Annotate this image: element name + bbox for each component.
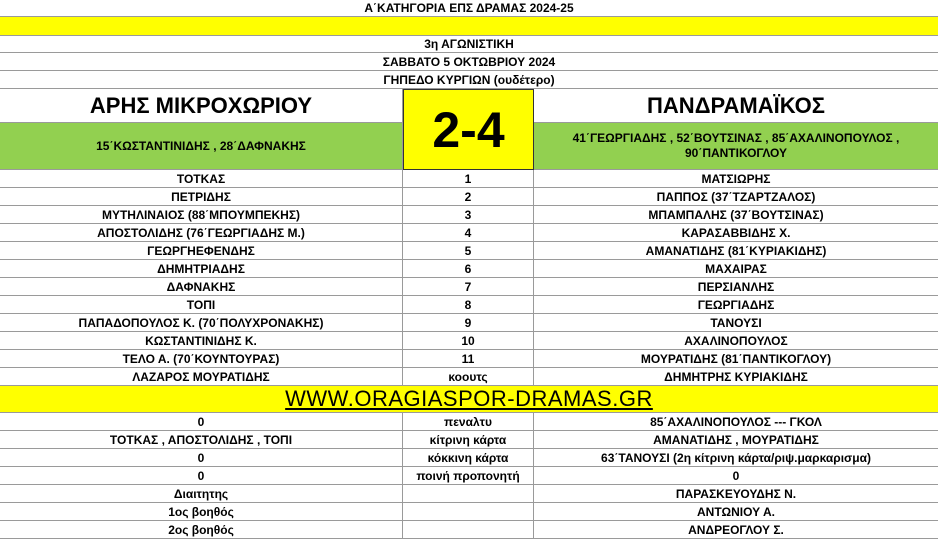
away-stat: ΑΜΑΝΑΤΙΔΗΣ , ΜΟΥΡΑΤΙΔΗΣ [653, 432, 819, 447]
shirt-number: 10 [403, 332, 534, 349]
stat-row [0, 467, 938, 485]
lineup-row [0, 332, 938, 350]
official-spacer [403, 521, 534, 538]
yellow-separator [0, 17, 938, 36]
official-row [0, 521, 938, 539]
website-row [0, 386, 938, 413]
competition-title: Α΄ΚΑΤΗΓΟΡΙΑ ΕΠΣ ΔΡΑΜΑΣ 2024-25 [364, 1, 574, 15]
home-player: ΤΟΤΚΑΣ [0, 170, 403, 187]
home-player: ΔΗΜΗΤΡΙΑΔΗΣ [0, 260, 403, 277]
official-role: 1ος βοηθός [0, 503, 403, 520]
home-player: ΚΩΣΤΑΝΤΙΝΙΔΗΣ Κ. [0, 332, 403, 349]
lineup-row [0, 206, 938, 224]
stat-label: ποινή προπονητή [403, 467, 534, 484]
official-name: ΑΝΔΡΕΟΓΛΟΥ Σ. [688, 522, 784, 537]
home-stat: 0 [0, 449, 403, 466]
away-player: ΑΜΑΝΑΤΙΔΗΣ (81΄ΚΥΡΙΑΚΙΔΗΣ) [645, 243, 827, 258]
home-stat: 0 [0, 467, 403, 484]
lineup-row [0, 260, 938, 278]
away-player: ΤΑΝΟΥΣΙ [710, 315, 762, 330]
lineup-row [0, 368, 938, 386]
away-team-name: ΠΑΝΔΡΑΜΑΪΚΟΣ [647, 92, 825, 118]
stat-row [0, 431, 938, 449]
home-player: ΠΑΠΑΔΟΠΟΥΛΟΣ Κ. (70΄ΠΟΛΥΧΡΟΝΑΚΗΣ) [0, 314, 403, 331]
matchday-row [0, 36, 938, 53]
lineup-row [0, 314, 938, 332]
home-team-name: ΑΡΗΣ ΜΙΚΡΟΧΩΡΙΟΥ [0, 89, 403, 122]
stat-label: πεναλτυ [403, 413, 534, 430]
official-spacer [403, 485, 534, 502]
home-player: ΤΟΠΙ [0, 296, 403, 313]
away-player: ΑΧΑΛΙΝΟΠΟΥΛΟΣ [684, 333, 788, 348]
competition-row [0, 0, 938, 17]
date-row [0, 53, 938, 71]
official-name: ΑΝΤΩΝΙΟΥ Α. [697, 504, 775, 519]
stats-table [0, 413, 938, 485]
home-player: ΑΠΟΣΤΟΛΙΔΗΣ (76΄ΓΕΩΡΓΙΑΔΗΣ Μ.) [0, 224, 403, 241]
website-link[interactable]: WWW.ORAGIASPOR-DRAMAS.GR [285, 386, 653, 411]
venue: ΓΗΠΕΔΟ ΚΥΡΓΙΩΝ (ουδέτερο) [383, 72, 555, 87]
officials-table [0, 485, 938, 539]
away-player: ΚΑΡΑΣΑΒΒΙΔΗΣ Χ. [681, 225, 791, 240]
shirt-number: 5 [403, 242, 534, 259]
away-stat: 85΄ΑΧΑΛΙΝΟΠΟΥΛΟΣ --- ΓΚΟΛ [650, 414, 822, 429]
away-stat: 0 [732, 468, 740, 483]
lineup-row [0, 224, 938, 242]
lineup-row [0, 350, 938, 368]
official-row [0, 503, 938, 521]
away-player: ΜΑΧΑΙΡΑΣ [705, 261, 767, 276]
away-scorers: 41΄ΓΕΩΡΓΙΑΔΗΣ , 52΄ΒΟΥΤΣΙΝΑΣ , 85΄ΑΧΑΛΙΝΟΠΟΥΛΟΣ , 90΄ΠΑΝΤΙΚΟΓΛΟΥ [534, 123, 938, 169]
away-player: ΠΕΡΣΙΑΝΛΗΣ [697, 279, 775, 294]
home-stat: 0 [0, 413, 403, 430]
official-row [0, 485, 938, 503]
shirt-number: 9 [403, 314, 534, 331]
official-role: 2ος βοηθός [0, 521, 403, 538]
match-date: ΣΑΒΒΑΤΟ 5 ΟΚΤΩΒΡΙΟΥ 2024 [382, 54, 556, 69]
home-player: ΤΕΛΟ Α. (70΄ΚΟΥΝΤΟΥΡΑΣ) [0, 350, 403, 367]
official-role: Διαιτητης [0, 485, 403, 502]
away-player: ΔΗΜΗΤΡΗΣ ΚΥΡΙΑΚΙΔΗΣ [664, 369, 808, 384]
official-spacer [403, 503, 534, 520]
home-player: ΔΑΦΝΑΚΗΣ [0, 278, 403, 295]
venue-row [0, 71, 938, 89]
lineup-row [0, 170, 938, 188]
shirt-number: κοουτς [403, 368, 534, 385]
away-stat: 63΄ΤΑΝΟΥΣΙ (2η κίτρινη κάρτα/ριψ.μαρκαρισμα) [601, 450, 871, 465]
shirt-number: 11 [403, 350, 534, 367]
shirt-number: 2 [403, 188, 534, 205]
lineup-row [0, 188, 938, 206]
lineup-row [0, 242, 938, 260]
shirt-number: 6 [403, 260, 534, 277]
home-player: ΛΑΖΑΡΟΣ ΜΟΥΡΑΤΙΔΗΣ [0, 368, 403, 385]
matchday: 3η ΑΓΩΝΙΣΤΙΚΗ [424, 37, 514, 51]
stat-row [0, 413, 938, 431]
home-player: ΠΕΤΡΙΔΗΣ [0, 188, 403, 205]
stat-label: κίτρινη κάρτα [403, 431, 534, 448]
shirt-number: 7 [403, 278, 534, 295]
away-player: ΓΕΩΡΓΙΑΔΗΣ [697, 297, 775, 312]
home-stat: ΤΟΤΚΑΣ , ΑΠΟΣΤΟΛΙΔΗΣ , ΤΟΠΙ [0, 431, 403, 448]
home-scorers: 15΄ΚΩΣΤΑΝΤΙΝΙΔΗΣ , 28΄ΔΑΦΝΑΚΗΣ [0, 123, 403, 169]
shirt-number: 3 [403, 206, 534, 223]
lineup-row [0, 278, 938, 296]
shirt-number: 8 [403, 296, 534, 313]
away-player: ΜΑΤΣΙΩΡΗΣ [701, 171, 771, 186]
shirt-number: 1 [403, 170, 534, 187]
lineup-row [0, 296, 938, 314]
final-score: 2-4 [403, 89, 534, 170]
stat-row [0, 449, 938, 467]
home-player: ΜΥΤΗΛΙΝΑΙΟΣ (88΄ΜΠΟΥΜΠΕΚΗΣ) [0, 206, 403, 223]
shirt-number: 4 [403, 224, 534, 241]
lineup-table [0, 170, 938, 386]
away-player: ΜΟΥΡΑΤΙΔΗΣ (81΄ΠΑΝΤΙΚΟΓΛΟΥ) [640, 351, 832, 366]
home-player: ΓΕΩΡΓΗΕΦΕΝΔΗΣ [0, 242, 403, 259]
away-player: ΠΑΠΠΟΣ (37΄ΤΖΑΡΤΖΑΛΟΣ) [656, 189, 816, 204]
official-name: ΠΑΡΑΣΚΕΥΟΥΔΗΣ Ν. [675, 486, 797, 501]
away-player: ΜΠΑΜΠΑΛΗΣ (37΄ΒΟΥΤΣΙΝΑΣ) [648, 207, 824, 222]
stat-label: κόκκινη κάρτα [403, 449, 534, 466]
